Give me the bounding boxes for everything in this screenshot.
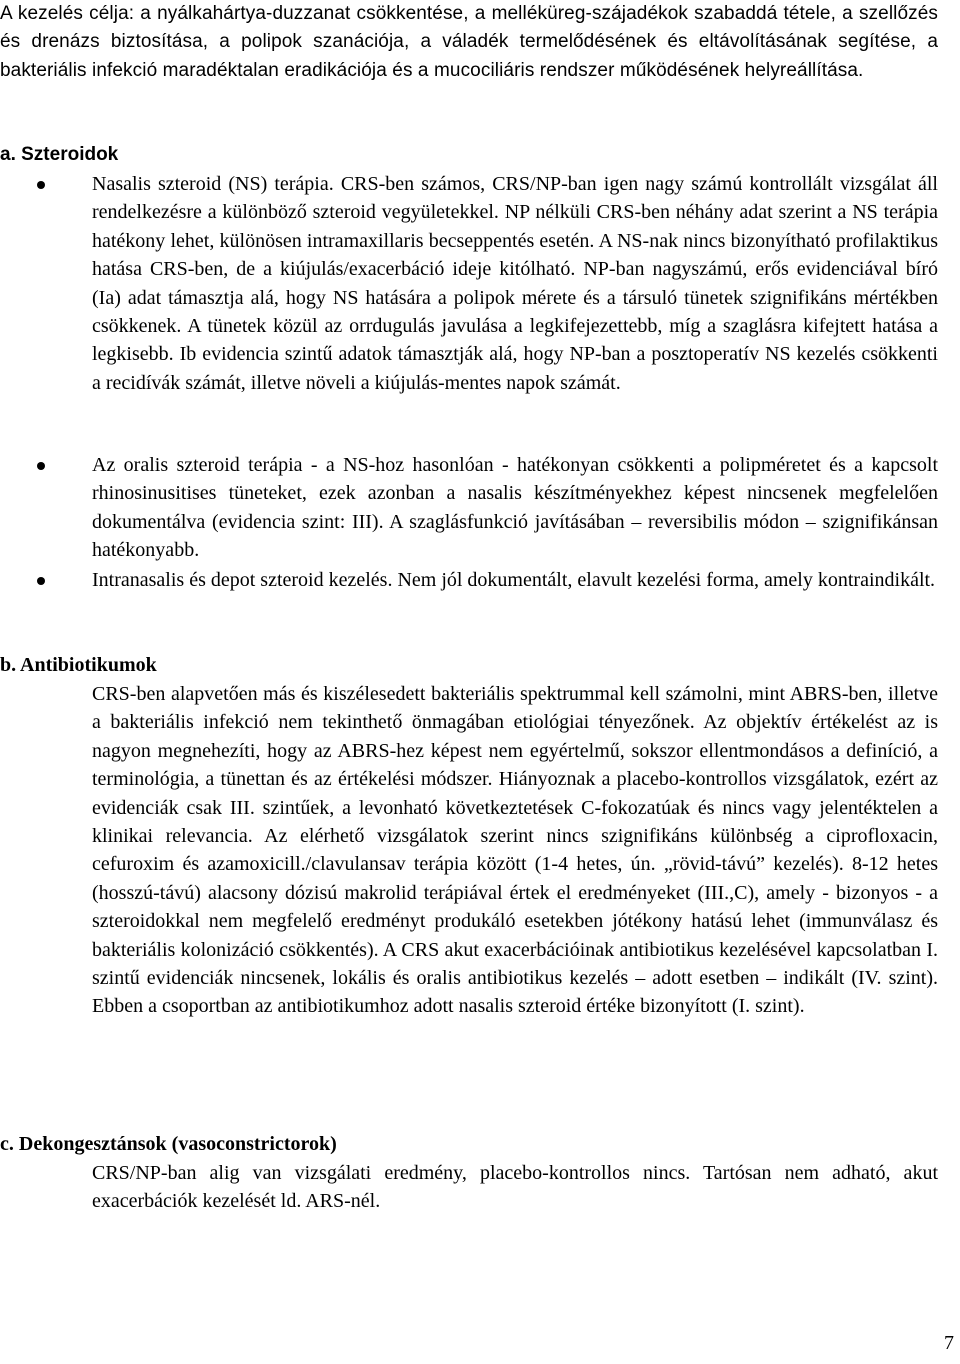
section-c-paragraph: CRS/NP-ban alig van vizsgálati eredmény, placebo-kontrollos nincs. Tartósan nem adható, akut exacerbációk kezelését ld. ARS-nél. bbox=[92, 1162, 938, 1213]
section-a-bullet-1 bbox=[92, 170, 938, 397]
bullet-dot-icon bbox=[37, 577, 45, 585]
section-a-bullet-3 bbox=[92, 566, 938, 594]
intro-paragraph: A kezelés célja: a nyálkahártya-duzzanat csökkentése, a melléküreg-szájadékok szabaddá tétele, a szellőzés és drenázs biztosítása, a polipok szanációja, a váladék termelődésének és eltávolításának segítése, a bakteriális infekció maradéktalan eradikációja és a mucociliáris rendszer működésének helyreállítása. bbox=[0, 3, 938, 81]
section-b-heading: b. Antibiotikumok bbox=[0, 654, 157, 676]
bullet-dot-icon bbox=[37, 181, 45, 189]
bullet-text: Intranasalis és depot szteroid kezelés. Nem jól dokumentált, elavult kezelési forma, amely kontraindikált. bbox=[92, 569, 936, 591]
bullet-dot-icon bbox=[37, 462, 45, 470]
section-a-bullet-2 bbox=[92, 451, 938, 565]
bullet-text: Az oralis szteroid terápia - a NS-hoz hasonlóan - hatékonyan csökkenti a polipméretet és a kapcsolt rhinosinusitises tüneteket, ezek azonban a nasalis készítményekhez képest nincsenek megfelelően dokumentálva (evidencia szint: III). A szaglásfunkció javításában – reversibilis módon – szignifikánsan hatékonyabb. bbox=[92, 454, 938, 562]
section-c-heading: c. Dekongesztánsok (vasoconstrictorok) bbox=[0, 1133, 337, 1155]
section-b-paragraph: CRS-ben alapvetően más és kiszélesedett bakteriális spektrummal kell számolni, mint ABRS-ben, illetve a bakteriális infekció nem tekinthető önmagában etiológiai tényezőnek. Az objektív értékelést az is nagyon megnehezíti, hogy az ABRS-hez képest nem egyértelmű, sokszor ellentmondásos a definíció, a terminológia, a tünettan és az értékelési módszer. Hiányoznak a placebo-kontrollos vizsgálatok, ezért az evidenciák csak III. szintűek, a levonható következtetések C-fokozatúak és nincs vagy jelentéktelen a klinikai relevancia. Az elérhető vizsgálatok szerint nincs szignifikáns különbség a ciprofloxacin, cefuroxim és azamoxicill./clavulansav terápia között (1-4 hetes, ún. „rövid-távú” kezelés). 8-12 hetes (hosszú-távú) alacsony dózisú makrolid terápiával értek el eredményeket (III.,C), amely - bizonyos - a szteroidokkal nem megfelelő eredményt produkáló esetekben jótékony hatású lehet (immunválasz és bakteriális kolonizáció csökkentés). A CRS akut exacerbációinak antibiotikus kezelésével kapcsolatban I. szintű evidenciák nincsenek, lokális és oralis antibiotikus kezelés – adott esetben – indikált (IV. szint). Ebben a csoportban az antibiotikumhoz adott nasalis szteroid értéke bizonyított (I. szint). bbox=[92, 683, 938, 1018]
section-a-heading: a. Szteroidok bbox=[0, 144, 119, 165]
bullet-text: Nasalis szteroid (NS) terápia. CRS-ben számos, CRS/NP-ban igen nagy számú kontrollált vizsgálat áll rendelkezésre a különböző szteroid vegyületekkel. NP nélküli CRS-ben néhány adat szerint a NS terápia hatékony lehet, különösen intramaxillaris becseppentés esetén. A NS-nak nincs bizonyítható profilaktikus hatása CRS-ben, de a kiújulás/exacerbáció ideje kitólható. NP-ban nagyszámú, erős evidenciával bíró (Ia) adat támasztja alá, hogy NS hatására a polipok mérete és a társuló tünetek szignifikáns mértékben csökkenek. A tünetek közül az orrdugulás javulása a legkifejezettebb, míg a szaglásra kifejtett hatása a legkisebb. Ib evidencia szintű adatok támasztják alá, hogy NP-ban a posztoperatív NS kezelés csökkenti a recidívák számát, illetve növeli a kiújulás-mentes napok számát. bbox=[92, 173, 938, 394]
page-number: 7 bbox=[944, 1332, 954, 1354]
